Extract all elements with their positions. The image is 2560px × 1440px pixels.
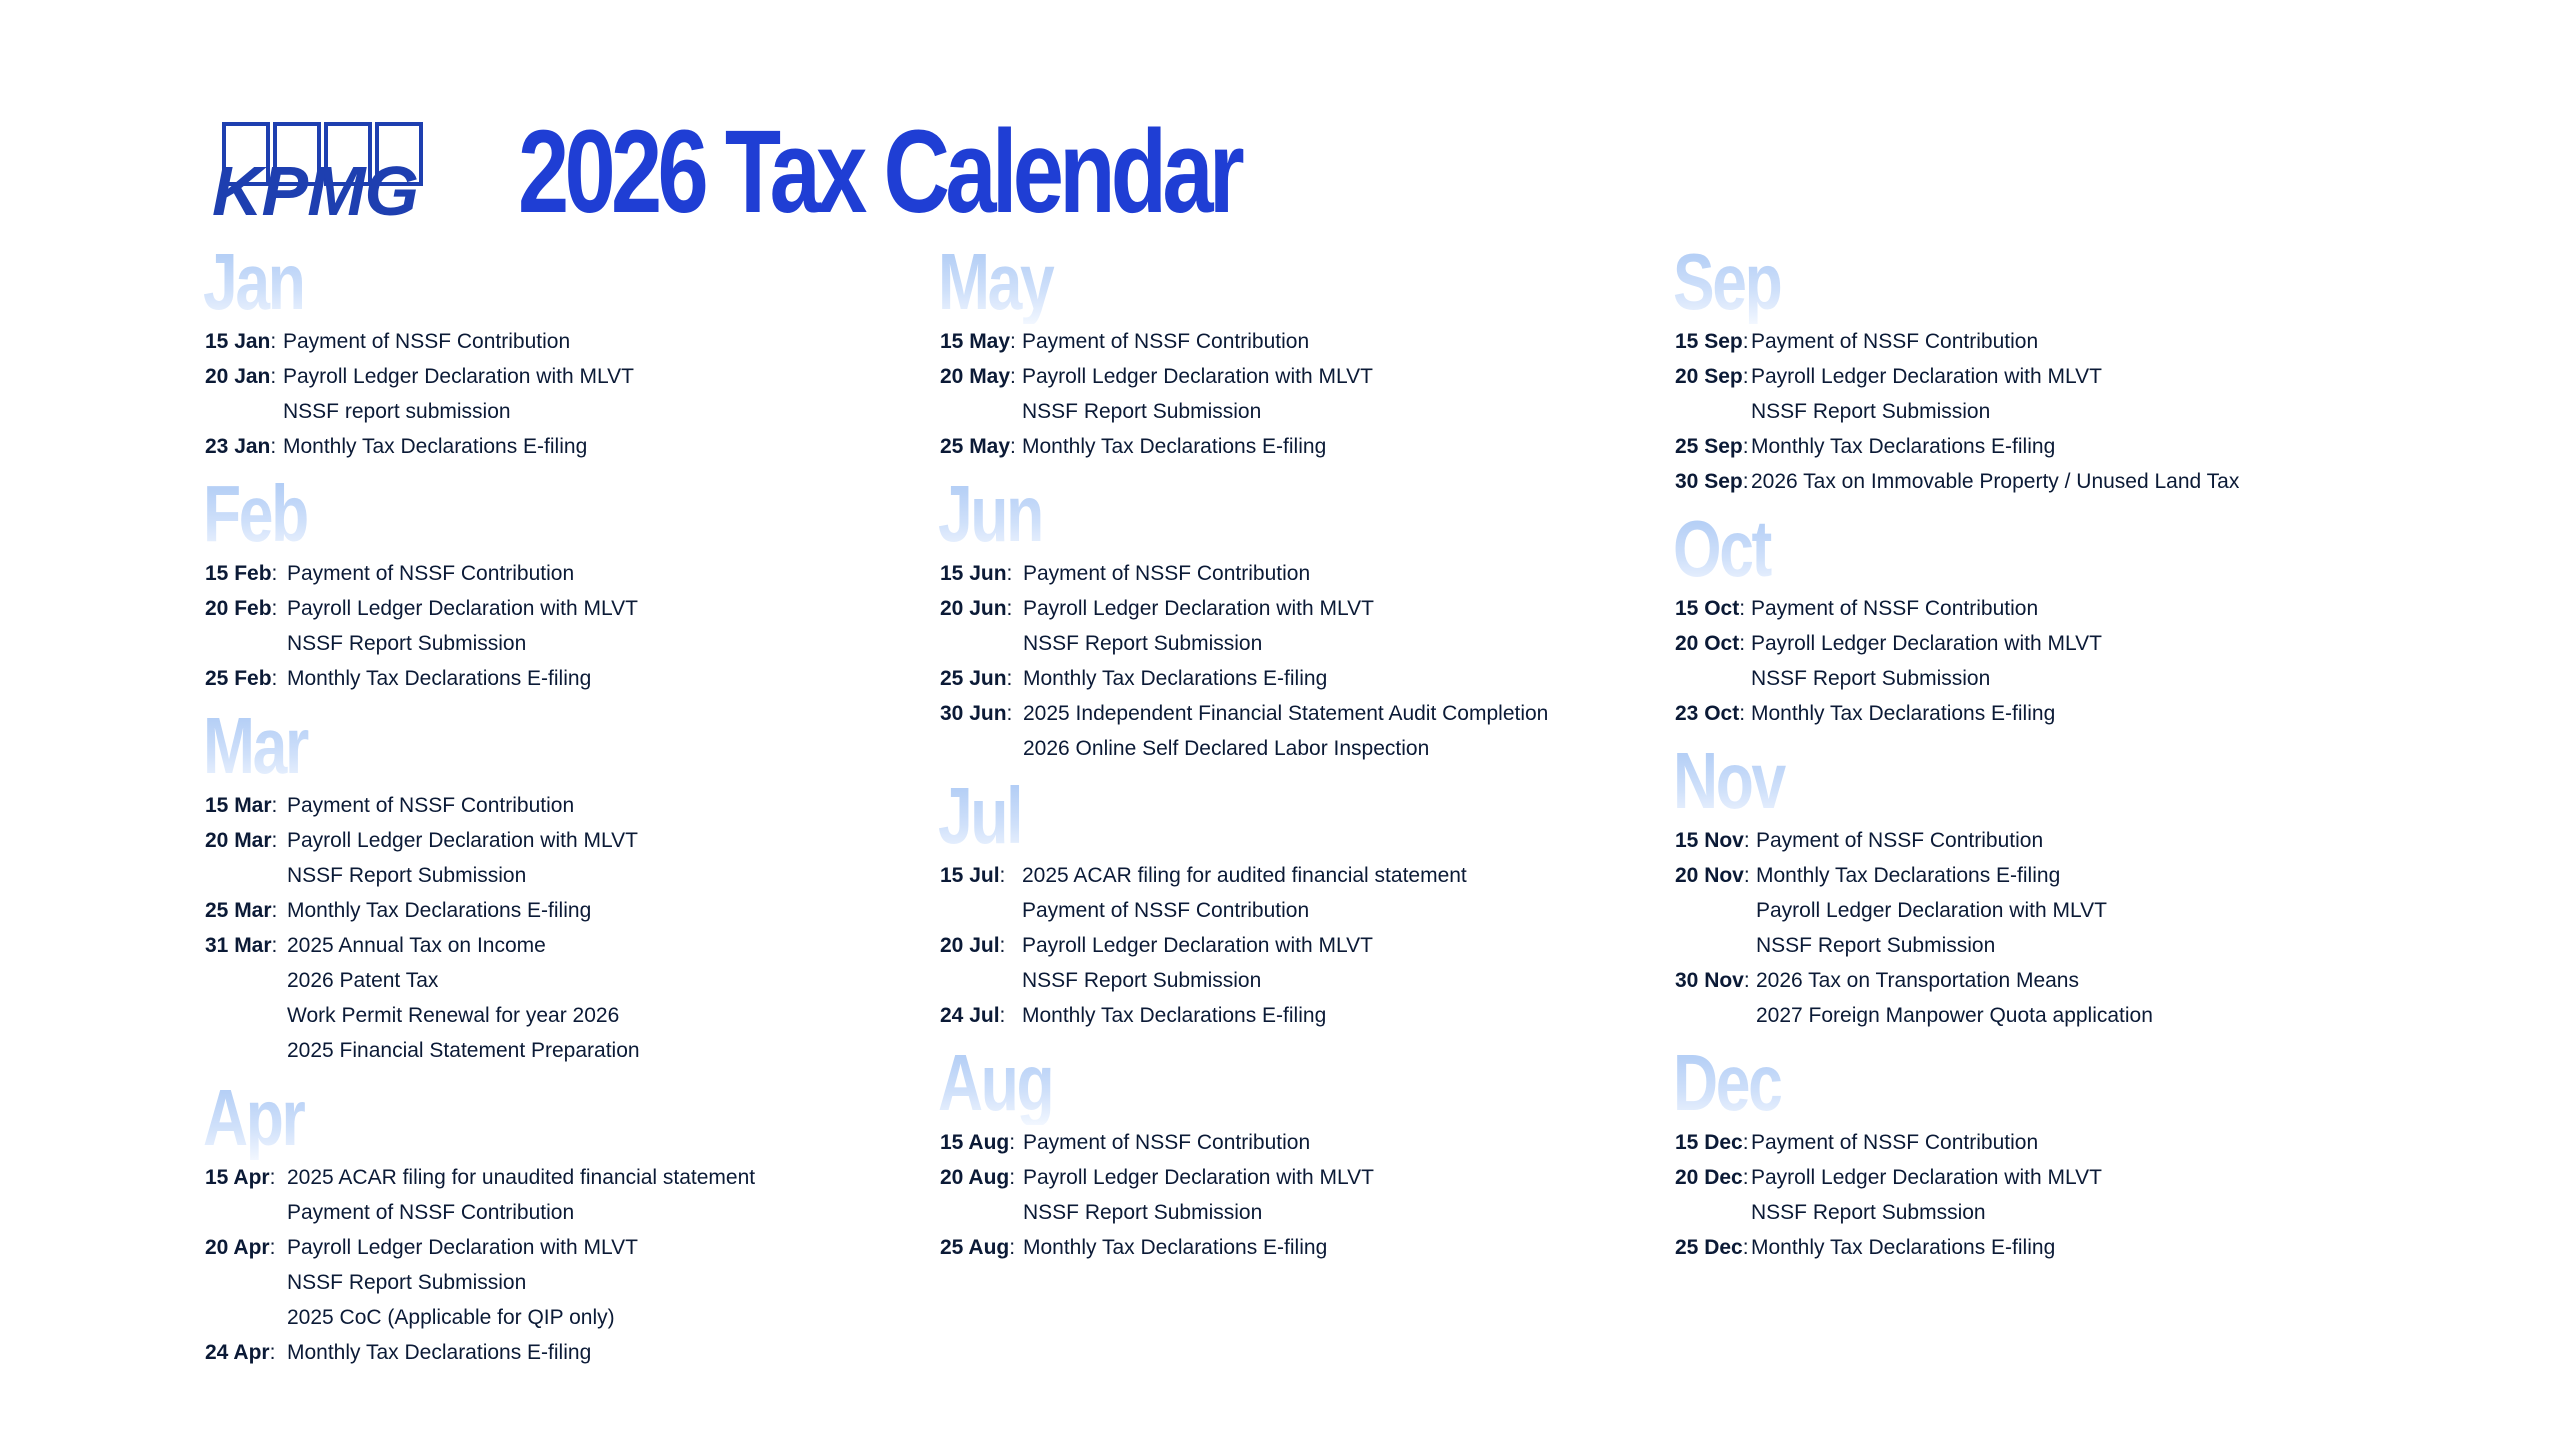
deadline-item: NSSF Report Submission [287,1271,527,1294]
deadline-item: Payment of NSSF Contribution [1751,1131,2039,1154]
month-heading: Nov [1673,739,2236,823]
deadline-entry [205,556,925,591]
deadline-date-cell [205,1335,287,1370]
deadline-items [1022,998,1326,1033]
deadline-item: NSSF Report Submission [287,864,527,887]
deadline-entry [940,1160,1660,1230]
deadline-item: Payroll Ledger Declaration with MLVT [1022,934,1373,957]
deadline-date: 15 Mar [205,794,272,817]
deadline-item: Payment of NSSF Contribution [1022,330,1310,353]
deadline-items [1022,858,1467,928]
deadline-date: 30 Jun [940,702,1007,725]
deadline-item: 2026 Tax on Transportation Means [1756,969,2079,992]
date-separator: : [271,829,278,852]
date-separator: : [271,562,278,585]
date-separator: : [1009,1166,1016,1189]
deadline-entry [940,556,1660,591]
deadline-items [1756,858,2107,963]
date-separator: : [1739,702,1746,725]
page-title: 2026 Tax Calendar [518,106,1240,238]
deadline-item: Monthly Tax Declarations E-filing [283,435,588,458]
deadline-date: 20 May [940,365,1011,388]
deadline-items [287,893,591,928]
deadline-date: 25 Dec [1675,1236,1743,1259]
deadline-items [287,591,638,661]
deadline-entry [205,359,925,429]
deadline-items [1023,696,1548,766]
date-separator: : [1009,1236,1016,1259]
deadline-date-cell [940,591,1023,661]
deadline-items [287,928,640,1068]
deadline-date: 25 Sep [1675,435,1743,458]
deadline-item: Payroll Ledger Declaration with MLVT [1751,632,2102,655]
deadline-item: NSSF Report Submission [1756,934,1996,957]
deadline-entry [205,1160,925,1230]
deadline-item: Monthly Tax Declarations E-filing [287,899,592,922]
deadline-items [287,788,574,823]
deadline-entry [1675,429,2395,464]
deadline-item: NSSF Report Submssion [1751,1201,1986,1224]
deadline-item: Monthly Tax Declarations E-filing [1756,864,2061,887]
deadline-items [287,1230,638,1335]
deadline-item: Monthly Tax Declarations E-filing [1022,1004,1327,1027]
deadline-item: Payment of NSSF Contribution [1751,330,2039,353]
deadline-date-cell [1675,1230,1751,1265]
deadline-items [1022,324,1309,359]
deadline-item: Monthly Tax Declarations E-filing [1022,435,1327,458]
month-jul [938,771,1660,1033]
deadline-entry [205,1335,925,1370]
page-header [208,106,1408,238]
month-heading: Jul [938,774,1501,858]
deadline-items [1023,1125,1310,1160]
date-separator: : [1010,330,1016,353]
deadline-item: 2025 CoC (Applicable for QIP only) [287,1306,615,1329]
deadline-entry [940,1230,1660,1265]
deadline-items [283,324,570,359]
month-oct [1673,504,2395,731]
deadline-item: Monthly Tax Declarations E-filing [287,667,592,690]
logo-text: KPMG [212,152,418,230]
deadline-date: 15 Jul [940,864,1000,887]
deadline-date: 25 Jun [940,667,1007,690]
deadline-item: Payment of NSSF Contribution [1022,899,1310,922]
date-separator: : [1742,1166,1749,1189]
deadline-items [1751,626,2102,696]
deadline-entry [940,324,1660,359]
deadline-item: Payroll Ledger Declaration with MLVT [1023,1166,1374,1189]
month-dec [1673,1038,2395,1265]
deadline-item: Monthly Tax Declarations E-filing [1751,1236,2056,1259]
deadline-entry [205,893,925,928]
deadline-date: 24 Apr [205,1341,270,1364]
date-separator: : [270,365,277,388]
deadline-date: 25 Mar [205,899,272,922]
date-separator: : [1009,1131,1016,1154]
date-separator: : [1743,864,1750,887]
month-heading: Feb [203,472,766,556]
deadline-entry [205,324,925,359]
deadline-item: Work Permit Renewal for year 2026 [287,1004,620,1027]
month-nov [1673,736,2395,1033]
deadline-date: 20 Jun [940,597,1007,620]
month-feb [203,469,925,696]
deadline-items [1756,963,2153,1033]
deadline-date: 20 Mar [205,829,272,852]
month-jun [938,469,1660,766]
date-separator: : [1739,597,1746,620]
date-separator: : [1742,1236,1749,1259]
calendar-column-2 [938,237,1660,1273]
deadline-date-cell [1675,591,1751,626]
deadline-date-cell [940,998,1022,1033]
deadline-date-cell [940,696,1023,766]
month-aug [938,1038,1660,1265]
deadline-items [1022,429,1326,464]
date-separator: : [1006,702,1013,725]
deadline-entry [940,928,1660,998]
deadline-item: 2025 ACAR filing for audited financial statement [1022,864,1467,887]
date-separator: : [269,1236,276,1259]
date-separator: : [1743,829,1750,852]
deadline-entry [1675,963,2395,1033]
deadline-date-cell [205,1160,287,1230]
deadline-items [1751,464,2239,499]
date-separator: : [271,899,278,922]
deadline-date-cell [1675,858,1756,963]
deadline-entry [940,591,1660,661]
deadline-items [283,359,634,429]
deadline-item: 2026 Tax on Immovable Property / Unused Land Tax [1751,470,2240,493]
deadline-item: NSSF Report Submission [287,632,527,655]
deadline-items [1751,1160,2102,1230]
date-separator: : [271,794,278,817]
deadline-date-cell [205,661,287,696]
deadline-date-cell [940,556,1023,591]
deadline-item: Monthly Tax Declarations E-filing [287,1341,592,1364]
deadline-date: 15 Aug [940,1131,1010,1154]
month-heading: Jun [938,472,1501,556]
deadline-entry [205,661,925,696]
date-separator: : [1006,667,1013,690]
deadline-entry [1675,1160,2395,1230]
deadline-items [1751,324,2038,359]
date-separator: : [1006,562,1013,585]
deadline-date-cell [940,661,1023,696]
deadline-item: Payment of NSSF Contribution [287,794,575,817]
month-heading: Sep [1673,240,2236,324]
deadline-date-cell [1675,359,1751,429]
deadline-entry [205,1230,925,1335]
deadline-date: 25 Aug [940,1236,1010,1259]
deadline-entry [1675,823,2395,858]
deadline-date: 25 Feb [205,667,272,690]
deadline-item: Payment of NSSF Contribution [287,562,575,585]
date-separator: : [999,1004,1006,1027]
deadline-item: NSSF report submission [283,400,511,423]
month-jan [203,237,925,464]
deadline-date: 15 Jun [940,562,1007,585]
deadline-items [1751,1125,2038,1160]
deadline-entry [205,823,925,893]
deadline-entry [1675,591,2395,626]
deadline-date: 20 Aug [940,1166,1010,1189]
month-heading: Jan [203,240,766,324]
month-heading: Aug [938,1041,1501,1125]
date-separator: : [1006,597,1013,620]
deadline-items [1023,556,1310,591]
deadline-date: 30 Sep [1675,470,1743,493]
deadline-items [1751,429,2055,464]
deadline-item: Monthly Tax Declarations E-filing [1751,702,2056,725]
deadline-date: 20 Feb [205,597,272,620]
deadline-date-cell [205,591,287,661]
deadline-item: NSSF Report Submission [1751,667,1991,690]
deadline-item: NSSF Report Submission [1022,969,1262,992]
deadline-date: 15 Sep [1675,330,1743,353]
kpmg-logo [208,122,438,230]
deadline-entry [940,359,1660,429]
deadline-item: Payment of NSSF Contribution [1023,562,1311,585]
deadline-date-cell [940,1230,1023,1265]
deadline-entry [940,696,1660,766]
deadline-date: 20 Jul [940,934,1000,957]
date-separator: : [999,864,1006,887]
deadline-entry [205,928,925,1068]
deadline-date-cell [1675,823,1756,858]
deadline-date: 23 Jan [205,435,271,458]
deadline-item: 2027 Foreign Manpower Quota application [1756,1004,2153,1027]
deadline-date: 15 Oct [1675,597,1740,620]
deadline-item: Payroll Ledger Declaration with MLVT [1751,365,2102,388]
date-separator: : [1742,435,1749,458]
deadline-entry [1675,626,2395,696]
deadline-entry [1675,1125,2395,1160]
deadline-date-cell [1675,1160,1751,1230]
deadline-entry [205,788,925,823]
deadline-date: 20 Dec [1675,1166,1743,1189]
deadline-date-cell [205,893,287,928]
deadline-date-cell [1675,1125,1751,1160]
deadline-date: 20 Oct [1675,632,1740,655]
deadline-date: 24 Jul [940,1004,1000,1027]
date-separator: : [271,667,278,690]
deadline-date-cell [205,1230,287,1335]
deadline-entry [940,1125,1660,1160]
deadline-item: Payroll Ledger Declaration with MLVT [1751,1166,2102,1189]
deadline-items [1751,1230,2055,1265]
deadline-item: NSSF Report Submission [1751,400,1991,423]
deadline-item: Payroll Ledger Declaration with MLVT [1022,365,1373,388]
deadline-date-cell [205,823,287,893]
deadline-date-cell [1675,464,1751,499]
deadline-date: 23 Oct [1675,702,1740,725]
deadline-item: 2025 ACAR filing for unaudited financial statement [287,1166,756,1189]
deadline-date: 20 Nov [1675,864,1744,887]
deadline-entry [1675,858,2395,963]
deadline-date-cell [205,556,287,591]
deadline-date-cell [940,928,1022,998]
date-separator: : [269,1341,276,1364]
calendar-column-3 [1673,237,2395,1273]
deadline-date-cell [205,928,287,1068]
deadline-item: 2026 Patent Tax [287,969,439,992]
deadline-date-cell [1675,696,1751,731]
deadline-items [287,556,574,591]
deadline-date-cell [205,359,283,429]
deadline-date: 15 Jan [205,330,271,353]
deadline-entry [1675,359,2395,429]
deadline-date-cell [940,858,1022,928]
deadline-items [1023,1160,1374,1230]
deadline-item: Payment of NSSF Contribution [1023,1131,1311,1154]
date-separator: : [270,330,277,353]
deadline-item: Payment of NSSF Contribution [287,1201,575,1224]
deadline-item: 2025 Independent Financial Statement Audit Completion [1023,702,1549,725]
deadline-date: 15 Nov [1675,829,1744,852]
deadline-date-cell [1675,324,1751,359]
deadline-item: 2026 Online Self Declared Labor Inspection [1023,737,1430,760]
date-separator: : [1742,365,1749,388]
date-separator: : [1742,1131,1749,1154]
deadline-item: Monthly Tax Declarations E-filing [1751,435,2056,458]
deadline-item: NSSF Report Submission [1023,632,1263,655]
deadline-item: NSSF Report Submission [1023,1201,1263,1224]
deadline-entry [940,429,1660,464]
deadline-date: 15 May [940,330,1011,353]
deadline-entry [940,998,1660,1033]
deadline-items [1023,591,1374,661]
month-heading: Dec [1673,1041,2236,1125]
deadline-item: NSSF Report Submission [1022,400,1262,423]
deadline-items [1023,1230,1327,1265]
date-separator: : [1742,470,1749,493]
deadline-items [287,823,638,893]
deadline-items [287,661,591,696]
deadline-items [1022,359,1373,429]
deadline-items [1751,591,2038,626]
calendar-column-1 [203,237,925,1378]
deadline-date: 20 Apr [205,1236,270,1259]
deadline-item: Payment of NSSF Contribution [283,330,571,353]
deadline-items [1022,928,1373,998]
deadline-item: Payroll Ledger Declaration with MLVT [287,1236,638,1259]
deadline-entry [1675,1230,2395,1265]
deadline-items [1751,359,2102,429]
deadline-entry [940,661,1660,696]
date-separator: : [269,1166,276,1189]
deadline-date-cell [1675,429,1751,464]
deadline-item: Payroll Ledger Declaration with MLVT [1023,597,1374,620]
deadline-date-cell [1675,626,1751,696]
deadline-item: Payroll Ledger Declaration with MLVT [287,829,638,852]
deadline-items [1756,823,2043,858]
deadline-date-cell [205,788,287,823]
deadline-date: 15 Apr [205,1166,270,1189]
deadline-item: 2025 Annual Tax on Income [287,934,546,957]
deadline-entry [205,591,925,661]
deadline-entry [1675,464,2395,499]
deadline-entry [1675,696,2395,731]
deadline-date: 20 Jan [205,365,271,388]
deadline-entry [1675,324,2395,359]
deadline-items [287,1160,755,1230]
deadline-item: Monthly Tax Declarations E-filing [1023,667,1328,690]
deadline-item: Payment of NSSF Contribution [1756,829,2044,852]
deadline-date: 25 May [940,435,1011,458]
date-separator: : [1010,365,1016,388]
month-heading: May [938,240,1501,324]
deadline-entry [205,429,925,464]
month-apr [203,1073,925,1370]
date-separator: : [271,597,278,620]
deadline-date: 31 Mar [205,934,272,957]
deadline-items [287,1335,591,1370]
deadline-item: Payroll Ledger Declaration with MLVT [283,365,634,388]
month-heading: Oct [1673,507,2236,591]
deadline-items [1023,661,1327,696]
deadline-date: 15 Feb [205,562,272,585]
deadline-date-cell [940,324,1022,359]
deadline-date: 20 Sep [1675,365,1743,388]
deadline-date-cell [940,429,1022,464]
date-separator: : [1743,969,1750,992]
date-separator: : [999,934,1006,957]
deadline-date-cell [205,429,283,464]
deadline-date-cell [940,1125,1023,1160]
month-mar [203,701,925,1068]
deadline-date-cell [205,324,283,359]
deadline-item: Payment of NSSF Contribution [1751,597,2039,620]
deadline-date: 15 Dec [1675,1131,1743,1154]
date-separator: : [1742,330,1749,353]
deadline-date-cell [940,1160,1023,1230]
deadline-date-cell [1675,963,1756,1033]
deadline-items [283,429,587,464]
date-separator: : [271,934,278,957]
deadline-entry [940,858,1660,928]
deadline-item: Payroll Ledger Declaration with MLVT [287,597,638,620]
month-sep [1673,237,2395,499]
month-may [938,237,1660,464]
date-separator: : [270,435,277,458]
deadline-items [1751,696,2055,731]
deadline-date-cell [940,359,1022,429]
deadline-date: 30 Nov [1675,969,1744,992]
deadline-item: Payroll Ledger Declaration with MLVT [1756,899,2107,922]
month-heading: Mar [203,704,766,788]
date-separator: : [1739,632,1746,655]
deadline-item: 2025 Financial Statement Preparation [287,1039,640,1062]
deadline-item: Monthly Tax Declarations E-filing [1023,1236,1328,1259]
date-separator: : [1010,435,1016,458]
month-heading: Apr [203,1076,766,1160]
